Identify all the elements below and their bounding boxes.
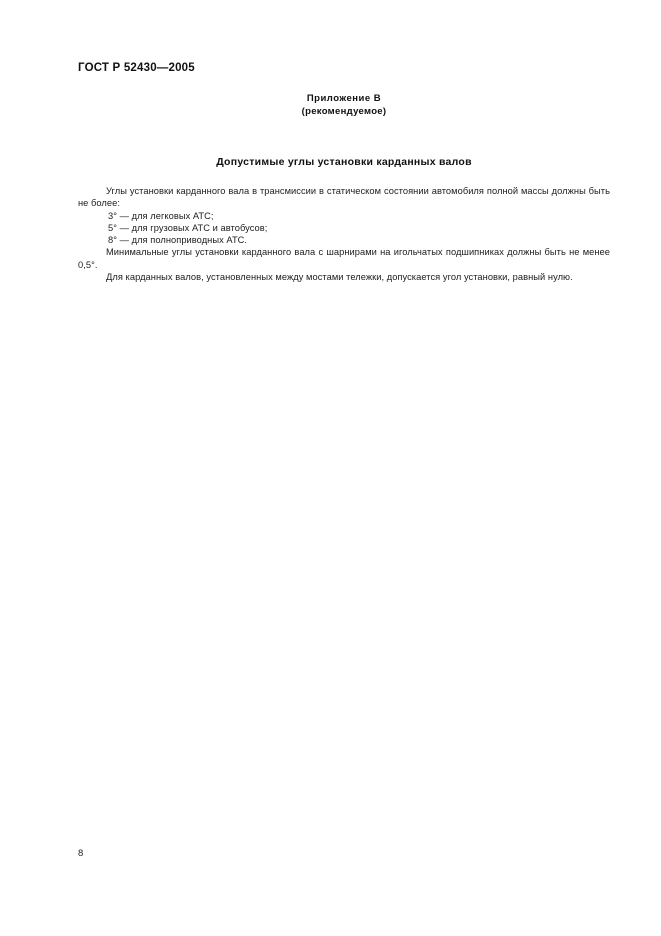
paragraph-minimum-angles: Минимальные углы установки карданного вала с шарнирами на игольчатых подшипниках должны быть не менее 0,5°. [78,247,610,270]
angle-list [78,210,610,247]
standard-number-header: ГОСТ Р 52430—2005 [78,62,195,74]
appendix-caption-block [78,92,610,118]
list-item: 5° — для грузовых АТС и автобусов; [108,222,268,233]
appendix-title: Приложение В [306,93,382,104]
paragraph-bogie-note: Для карданных валов, установленных между мостами тележки, допускается угол установки, равный нулю. [106,272,573,283]
list-item: 8° — для полноприводных АТС. [108,235,248,246]
body-text-block [78,185,610,283]
page-number: 8 [78,848,84,859]
appendix-subtitle: (рекомендуемое) [301,106,387,117]
paragraph-intro: Углы установки карданного вала в трансмиссии в статическом состоянии автомобиля полной массы должны быть не более: [78,186,610,209]
list-item: 3° — для легковых АТС; [108,210,214,221]
page-title: Допустимые углы установки карданных валов [216,156,472,168]
